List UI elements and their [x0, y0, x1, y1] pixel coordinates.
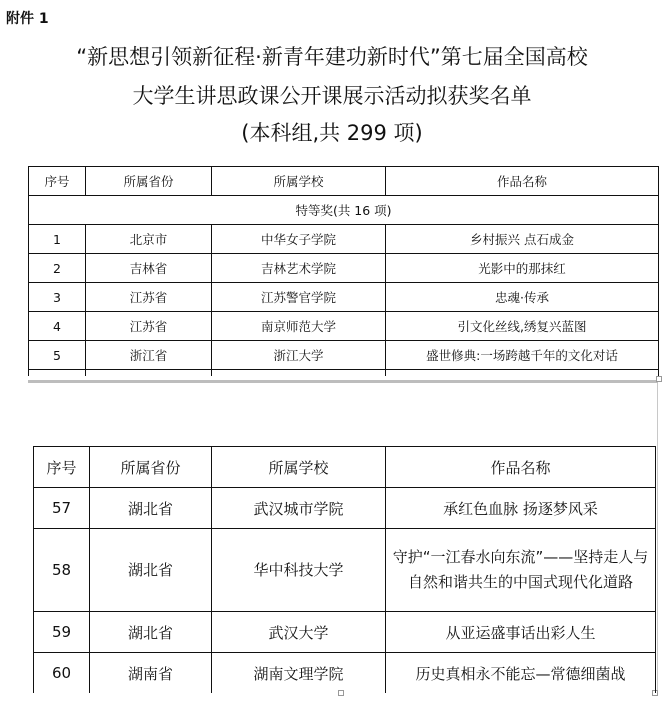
- cell-province: 江苏省: [86, 283, 212, 312]
- cell-province: 北京市: [86, 225, 212, 254]
- cell-work: [386, 529, 656, 612]
- cell-work: 历史真相永不能忘—常德细菌战: [386, 653, 656, 694]
- award-category-row: [29, 196, 659, 225]
- cell-school: 中华女子学院: [212, 225, 386, 254]
- cell-school: 武汉城市学院: [212, 488, 386, 529]
- cell-work: 忠魂·传承: [386, 283, 659, 312]
- cell-work: 光影中的那抹红: [386, 254, 659, 283]
- title-line-1: “新思想引领新征程·新青年建功新时代”第七届全国高校: [76, 45, 588, 69]
- page-edge-line: [657, 383, 658, 693]
- cell-work: 承红色血脉 扬逐梦风采: [386, 488, 656, 529]
- header-province: 所属省份: [86, 167, 212, 196]
- cell-province: 江苏省: [86, 312, 212, 341]
- title-line-3: (本科组,共 299 项): [241, 121, 423, 145]
- cell-province: 湖北省: [90, 612, 212, 653]
- header-work: 作品名称: [386, 167, 659, 196]
- cell-school: 江苏警官学院: [212, 283, 386, 312]
- cell-province: 湖南省: [90, 653, 212, 694]
- cell-work: 乡村振兴 点石成金: [386, 225, 659, 254]
- cell-work: 盛世修典:一场跨越千年的文化对话: [386, 341, 659, 370]
- award-table-bottom: [33, 446, 656, 693]
- cell-school: 湖南文理学院: [212, 653, 386, 694]
- cell-province: 湖北省: [90, 529, 212, 612]
- cell-index: 3: [29, 283, 86, 312]
- cell-school: 华中科技大学: [212, 529, 386, 612]
- title-line-2: 大学生讲思政课公开课展示活动拟获奖名单: [132, 84, 532, 108]
- cell-province: 湖北省: [90, 488, 212, 529]
- clipped-row: [29, 370, 659, 377]
- table-row: [29, 225, 659, 254]
- cell-index: 5: [29, 341, 86, 370]
- cell-index: 2: [29, 254, 86, 283]
- cell-school: 武汉大学: [212, 612, 386, 653]
- clipped-cell: [29, 370, 86, 377]
- table-row: [29, 283, 659, 312]
- cell-index: 57: [34, 488, 90, 529]
- cell-school: 吉林艺术学院: [212, 254, 386, 283]
- cell-work-text: 守护“一江春水向东流”——坚持走人与自然和谐共生的中国式现代化道路: [392, 548, 649, 591]
- table-row: [29, 312, 659, 341]
- header-school: 所属学校: [212, 167, 386, 196]
- cell-index: 58: [34, 529, 90, 612]
- header-school: 所属学校: [212, 447, 386, 488]
- header-work: 作品名称: [386, 447, 656, 488]
- cell-index: 1: [29, 225, 86, 254]
- cell-school: 南京师范大学: [212, 312, 386, 341]
- table-row: [34, 529, 656, 612]
- award-table-top: [28, 166, 659, 376]
- clipped-cell: [86, 370, 212, 377]
- table-row: [29, 254, 659, 283]
- cell-work: 从亚运盛事话出彩人生: [386, 612, 656, 653]
- clipped-cell: [212, 370, 386, 377]
- table-row: [34, 488, 656, 529]
- table-row: [34, 612, 656, 653]
- cell-index: 60: [34, 653, 90, 694]
- cell-school: 浙江大学: [212, 341, 386, 370]
- header-index: 序号: [34, 447, 90, 488]
- cell-province: 浙江省: [86, 341, 212, 370]
- cell-province: 吉林省: [86, 254, 212, 283]
- cell-index: 59: [34, 612, 90, 653]
- header-index: 序号: [29, 167, 86, 196]
- table-row: [29, 341, 659, 370]
- special-award-label: 特等奖(共 16 项): [29, 196, 659, 225]
- attachment-label: 附件 1: [6, 11, 49, 27]
- section-separator: [28, 380, 658, 383]
- cell-work: 引文化丝线,绣复兴蓝图: [386, 312, 659, 341]
- cell-index: 4: [29, 312, 86, 341]
- table-row: [34, 653, 656, 694]
- resize-handle[interactable]: [656, 376, 662, 382]
- clipped-cell: [386, 370, 659, 377]
- header-row: [29, 167, 659, 196]
- header-row: [34, 447, 656, 488]
- header-province: 所属省份: [90, 447, 212, 488]
